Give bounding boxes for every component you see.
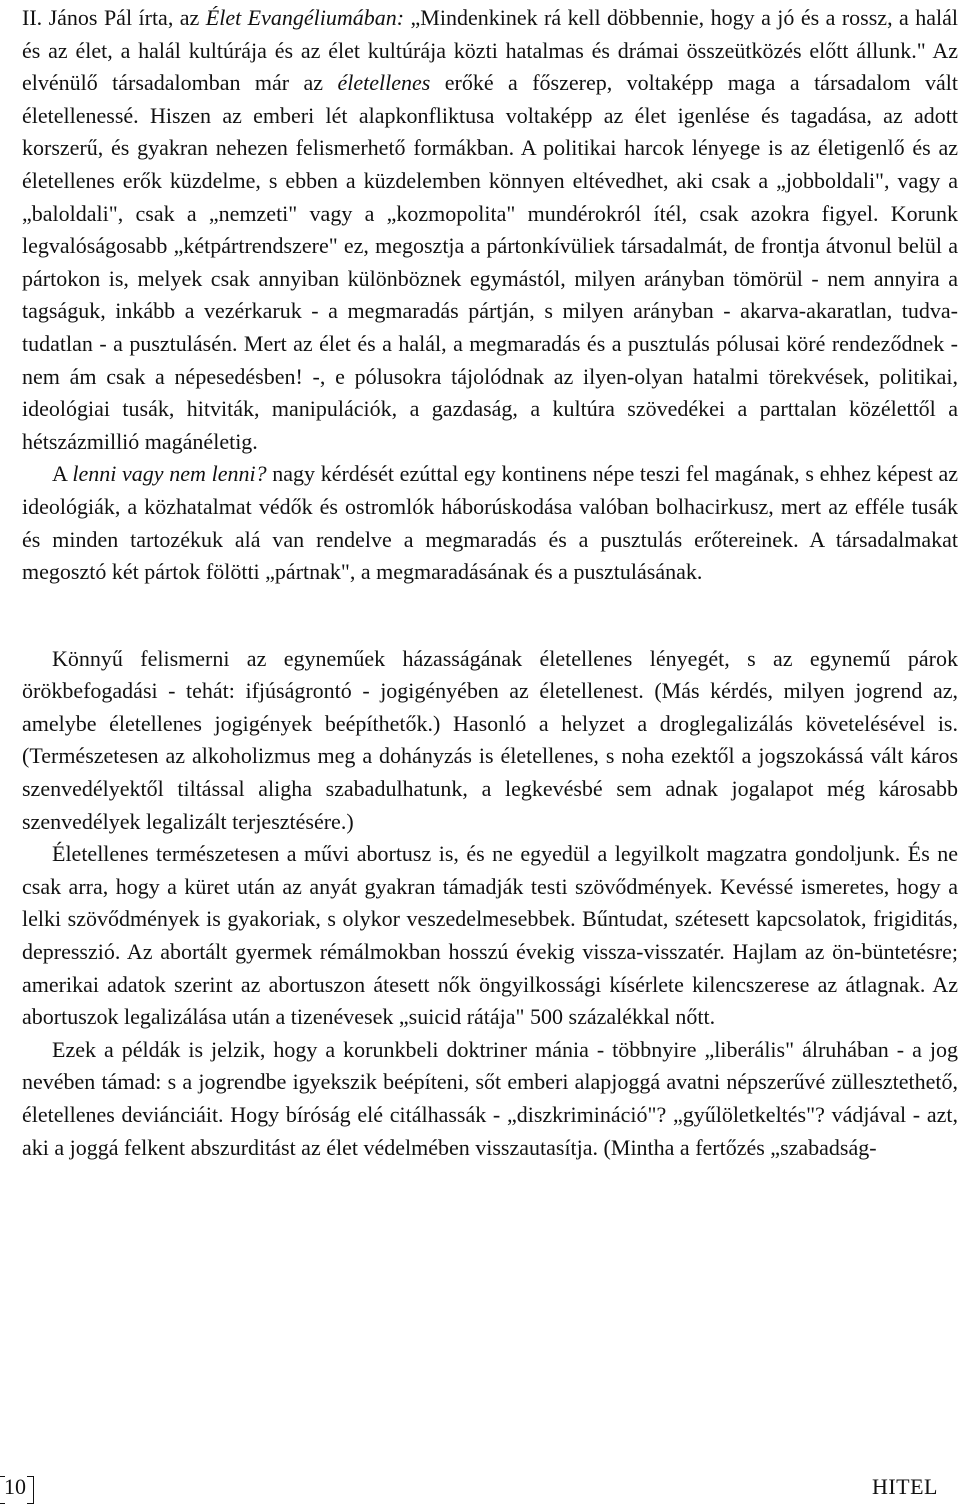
paragraph-1 — [22, 2, 958, 458]
text-run: A — [52, 461, 73, 487]
paragraph-2 — [22, 458, 958, 588]
italic-title: Élet Evangéliumában: — [205, 5, 405, 30]
text-run: nagy kérdését ezúttal egy kontinens népe teszi fel magának, s ehhez képest az ideológiák, a közhatalmat védők és ostromlók háborúskodása valóban bolhacirkusz, mert az efféle tusák és minden tartozékuk alá van rendelve a megmaradás és a pusztulás erőtereinek. A társadalmakat megosztó két pártok fölötti „pártnak", a megmaradásának és a pusztulásának. — [22, 461, 958, 585]
page-footer — [0, 1472, 960, 1502]
text-run: „Mindenkinek rá kell döbbennie, hogy a jó és a rossz, a halál és az élet, a halál kultúrája és az élet kultúrája közti hatalmas és drámai összeütközés előtt állunk." Az elvénülő társadalomban már az — [22, 5, 958, 96]
page-number: 10 — [4, 1472, 26, 1502]
italic-term: életellenes — [337, 70, 431, 96]
article-body — [22, 2, 958, 1164]
section-gap — [22, 589, 958, 643]
journal-name: HITEL — [871, 1474, 938, 1499]
paragraph-5: Ezek a példák is jelzik, hogy a korunkbeli doktriner mánia - többnyire „liberális" álruhában - a jog nevében támad: s a jogrendbe igyekszik beépíteni, sőt emberi alapjoggá avatni népszerűvé züllesztethető, életellenes deviánciáit. Hogy bíróság elé citálhassák - „diszkrimináció"? „gyűlöletkeltés"? vádjával - azt, aki a joggá felkent abszurditást az élet védelmében visszautasítja. (Mintha a fertőzés „szabadság- — [22, 1036, 958, 1160]
paragraph-4: Életellenes természetesen a művi abortusz is, és ne egyedül a legyilkolt magzatra gondoljunk. És ne csak arra, hogy a küret után az anyát gyakran támadják testi szövődmények. Kevéssé ismeretes, hogy a lelki szövődmények is gyakoriak, s olykor veszedelmesebbek. Bűntudat, szétesett kapcsolatok, frigiditás, depresszió. Az abortált gyermek rémálmokban hosszú évekig vissza-visszatér. Hajlam az ön-büntetésre; amerikai adatok szerint az abortuszon átesett nők öngyilkossági kísérlete kilencszerese az átlagnak. Az abortuszok legalizálása után a tizenévesek „suicid rátája" 500 százalékkal nőtt. — [22, 841, 958, 1030]
paragraph-3: Könnyű felismerni az egyneműek házasságának életellenes lényegét, s az egynemű párok örökbefogadási - tehát: ifjúságrontó - jogigényében az életellenest. (Más kérdés, milyen jogrend az, amelybe életellenes jogigények beépíthetők.) Hasonló a helyzet a droglegalizálás követelésével is. (Természetesen az alkoholizmus meg a dohányzás is életellenes, s noha ezektől a jogszokássá vált káros szenvedélyektől tiltással aligha szabadulhatunk, a legkevésbé sem adnak jogalapot még károsabb szenvedélyek legalizált terjesztésére.) — [22, 645, 958, 834]
text-run: erőké a főszerep, voltaképp maga a társadalom vált életellenessé. Hiszen az emberi lét alapkonfliktusa voltaképp az élet igenlése és tagadása, az adott korszerű, és gyakran nehezen felismerhető formákban. A politikai harcok lényege is az életigenlő és az életellenes erők küzdelme, s ebben a küzdelemben könnyen eltévedhet, aki csak a „jobboldali", vagy a „baloldali", csak a „nemzeti" vagy a „kozmopolita" mundérokról ítél, csak azokra figyel. Korunk legvalóságosabb „kétpártrendszere" ez, megosztja a pártonkívüliek társadalmát, de frontja átvonul belül a pártokon is, melyek csak annyiban különböznek egymástól, milyen arányban tömörül - nem annyira a tagságuk, inkább a vezérkaruk - a megmaradás pártján, s milyen arányban - akarva-akaratlan, tudva-tudatlan - a pusztulásén. Mert az élet és a halál, a megmaradás és a pusztulás pólusai köré rendeződnek - nem ám csak a népesedésben! -, e pólusokra tájolódnak az ilyen-olyan hatalmi törekvések, politikai, ideológiai tusák, hitviták, manipulációk, a gazdaság, a kultúra szövedékei a parttalan közélettől a hétszázmillió magánéletig. — [22, 70, 958, 454]
text-run: II. János Pál írta, az — [22, 5, 206, 30]
italic-question: lenni vagy nem lenni? — [72, 461, 267, 487]
